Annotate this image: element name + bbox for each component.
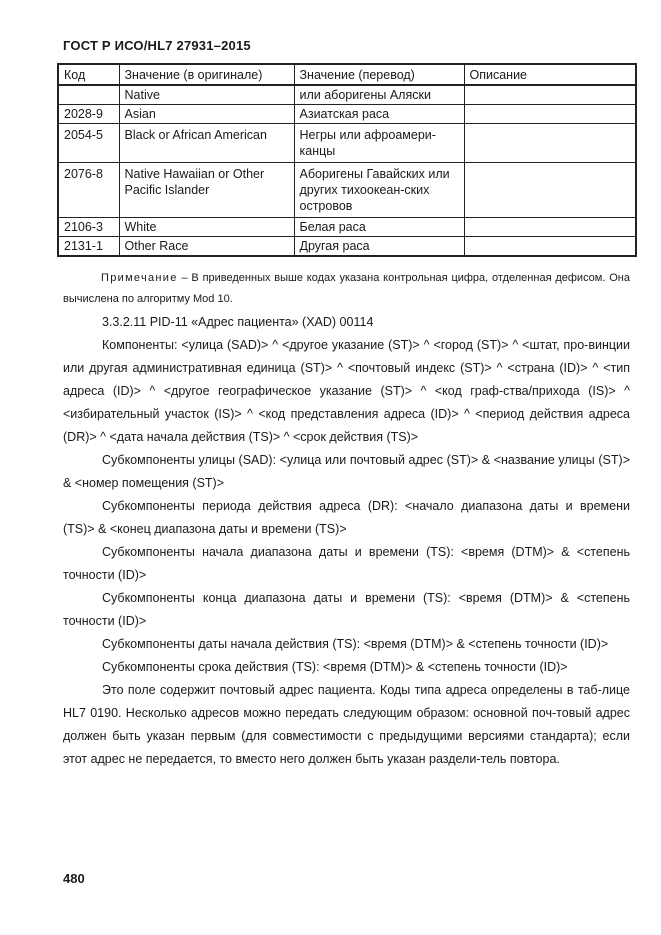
cell-translated-value: Негры или афроамери-канцы (294, 124, 464, 163)
cell-code: 2028-9 (58, 105, 119, 124)
section-heading: 3.3.2.11 PID-11 «Адрес пациента» (XAD) 00114 (102, 315, 374, 329)
cell-original-value: Black or African American (119, 124, 294, 163)
range-start-subcomponents-paragraph: Субкомпоненты начала диапазона даты и времени (TS): <время (DTM)> & <степень точности (ID)> (63, 545, 630, 582)
column-header-code: Код (58, 64, 119, 85)
table-header-row (58, 64, 636, 85)
range-end-subcomponents-paragraph: Субкомпоненты конца диапазона даты и времени (TS): <время (DTM)> & <степень точности (ID)> (63, 591, 630, 628)
cell-original-value: Other Race (119, 237, 294, 257)
table-row (58, 85, 636, 105)
street-subcomponents-paragraph: Субкомпоненты улицы (SAD): <улица или почтовый адрес (ST)> & <название улицы (ST)> & <номер помещения (ST)> (63, 453, 630, 490)
cell-description (464, 85, 636, 105)
cell-code (58, 85, 119, 105)
page-number: 480 (63, 871, 85, 886)
cell-original-value: Native (119, 85, 294, 105)
validity-period-subcomponents-paragraph: Субкомпоненты периода действия адреса (DR): <начало диапазона даты и времени (TS)> & <конец диапазона даты и времени (TS)> (63, 499, 630, 536)
components-paragraph: Компоненты: <улица (SAD)> ^ <другое указание (ST)> ^ <город (ST)> ^ <штат, про-винции или другая административная единица (ST)> ^ <почтовый индекс (ST)> ^ <страна (ID)> ^ <тип адреса (ID)> ^ <другое географическое указание (ST)> ^ <код граф-ства/прихода (IS)> ^ <избирательный участок (IS)> ^ <код представления адреса (ID)> ^ <период действия адреса (DR)> ^ <дата начала действия (TS)> ^ <срок действия (TS)> (63, 338, 630, 444)
note-text: – В приведенных выше кодах указана контрольная цифра, отделенная дефисом. Она вычислена по алгоритму Mod 10. (63, 272, 630, 305)
table-row (58, 105, 636, 124)
cell-translated-value: Другая раса (294, 237, 464, 257)
cell-original-value: White (119, 218, 294, 237)
race-codes-table (57, 63, 637, 257)
column-header-translated-value: Значение (перевод) (294, 64, 464, 85)
expiration-date-subcomponents-paragraph: Субкомпоненты срока действия (TS): <время (DTM)> & <степень точности (ID)> (102, 660, 568, 674)
cell-translated-value: или аборигены Аляски (294, 85, 464, 105)
cell-original-value: Native Hawaiian or Other Pacific Islander (119, 163, 294, 218)
note-label: Примечание (101, 272, 178, 284)
cell-code: 2131-1 (58, 237, 119, 257)
body-text (63, 268, 630, 771)
cell-code: 2106-3 (58, 218, 119, 237)
table-row (58, 237, 636, 257)
effective-date-subcomponents-paragraph: Субкомпоненты даты начала действия (TS): <время (DTM)> & <степень точности (ID)> (102, 637, 609, 651)
cell-translated-value: Белая раса (294, 218, 464, 237)
cell-code: 2054-5 (58, 124, 119, 163)
table-row (58, 124, 636, 163)
column-header-description: Описание (464, 64, 636, 85)
cell-translated-value: Азиатская раса (294, 105, 464, 124)
cell-original-value: Asian (119, 105, 294, 124)
table-row (58, 218, 636, 237)
cell-description (464, 237, 636, 257)
field-description-paragraph: Это поле содержит почтовый адрес пациента. Коды типа адреса определены в таб-лице HL7 0190. Несколько адресов можно передать следующим образом: основной поч-товый адрес должен быть указан первым (для совместимости с предыдущими версиями стандарта); если этот адрес не передается, то вместо него должен быть указан раздели-тель повтора. (63, 683, 630, 766)
cell-translated-value: Аборигены Гавайских или других тихоокеан-ских островов (294, 163, 464, 218)
table-note (63, 268, 630, 310)
cell-description (464, 218, 636, 237)
cell-description (464, 105, 636, 124)
cell-description (464, 124, 636, 163)
table-row (58, 163, 636, 218)
document-header: ГОСТ Р ИСО/HL7 27931–2015 (63, 38, 251, 53)
column-header-original-value: Значение (в оригинале) (119, 64, 294, 85)
cell-code: 2076-8 (58, 163, 119, 218)
cell-description (464, 163, 636, 218)
